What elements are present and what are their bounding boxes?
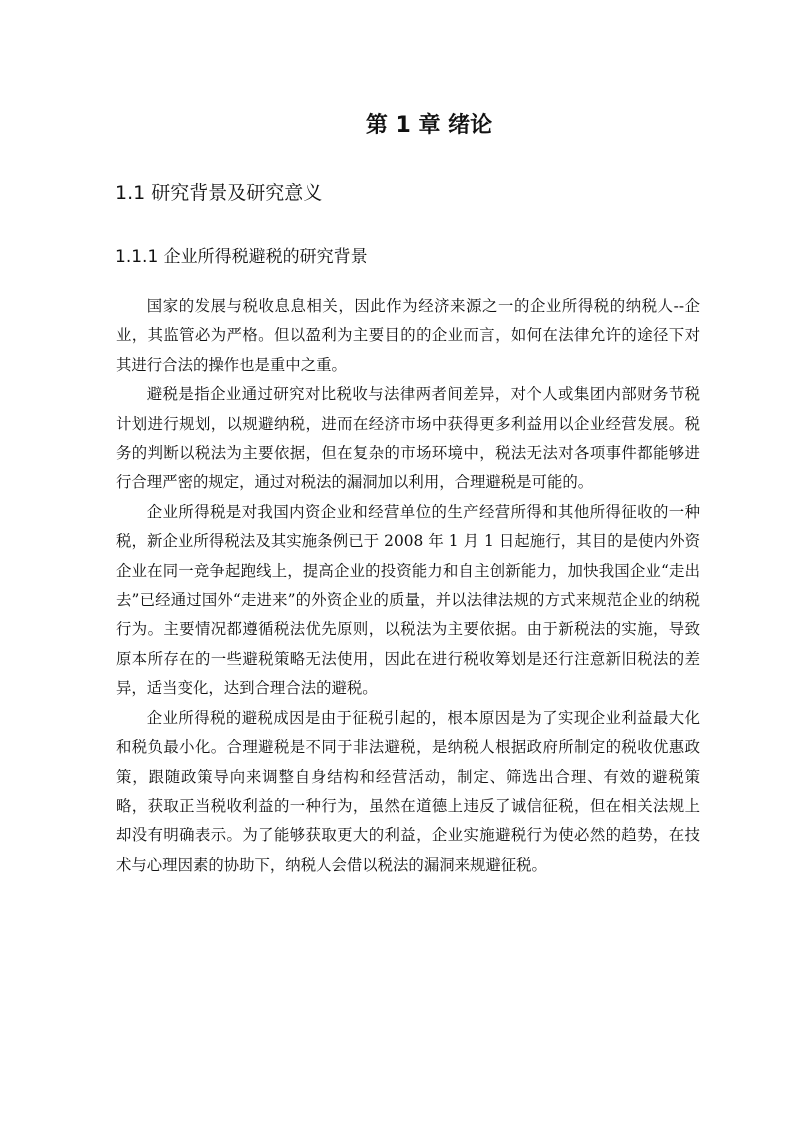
paragraph-4: 企业所得税的避税成因是由于征税引起的，根本原因是为了实现企业利益最大化和税负最小化。合理避税是不同于非法避税，是纳税人根据政府所制定的税收优惠政策，跟随政策导向来调整自身结构和经营活动，制定、筛选出合理、有效的避税策略，获取正当税收利益的一种行为，虽然在道德上违反了诚信征税，但在相关法规上却没有明确表示。为了能够获取更大的利益，企业实施避税行为使必然的趋势，在技术与心理因素的协助下，纳税人会借以税法的漏洞来规避征税。: [116, 708, 700, 874]
paragraph-3: 企业所得税是对我国内资企业和经营单位的生产经营所得和其他所得征收的一种税，新企业所得税法及其实施条例已于 2008 年 1 月 1 日起施行，其目的是使内外资企业在同一竞争起跑线上，提高企业的投资能力和自主创新能力，加快我国企业“走出去”已经通过国外“走进来”的外资企业的质量，并以法律法规的方式来规范企业的纳税行为。主要情况都遵循税法优先原则，以税法为主要依据。由于新税法的实施，导致原本所存在的一些避税策略无法使用，因此在进行税收筹划是还行注意新旧税法的差异，适当变化，达到合理合法的避税。: [116, 502, 700, 698]
body-text: [116, 292, 700, 880]
chapter-title: 第 1 章 绪论: [365, 113, 493, 138]
paragraph-1: 国家的发展与税收息息相关，因此作为经济来源之一的企业所得税的纳税人--企业，其监管必为严格。但以盈利为主要目的的企业而言，如何在法律允许的途径下对其进行合法的操作也是重中之重。: [116, 297, 700, 374]
subsection-heading: 1.1.1 企业所得税避税的研究背景: [115, 247, 368, 267]
paragraph-2: 避税是指企业通过研究对比税收与法律两者间差异，对个人或集团内部财务节税计划进行规划，以规避纳税，进而在经济市场中获得更多利益用以企业经营发展。税务的判断以税法为主要依据，但在复杂的市场环境中，税法无法对各项事件都能够进行合理严密的规定，通过对税法的漏洞加以利用，合理避税是可能的。: [116, 385, 700, 492]
section-heading: 1.1 研究背景及研究意义: [115, 182, 323, 204]
